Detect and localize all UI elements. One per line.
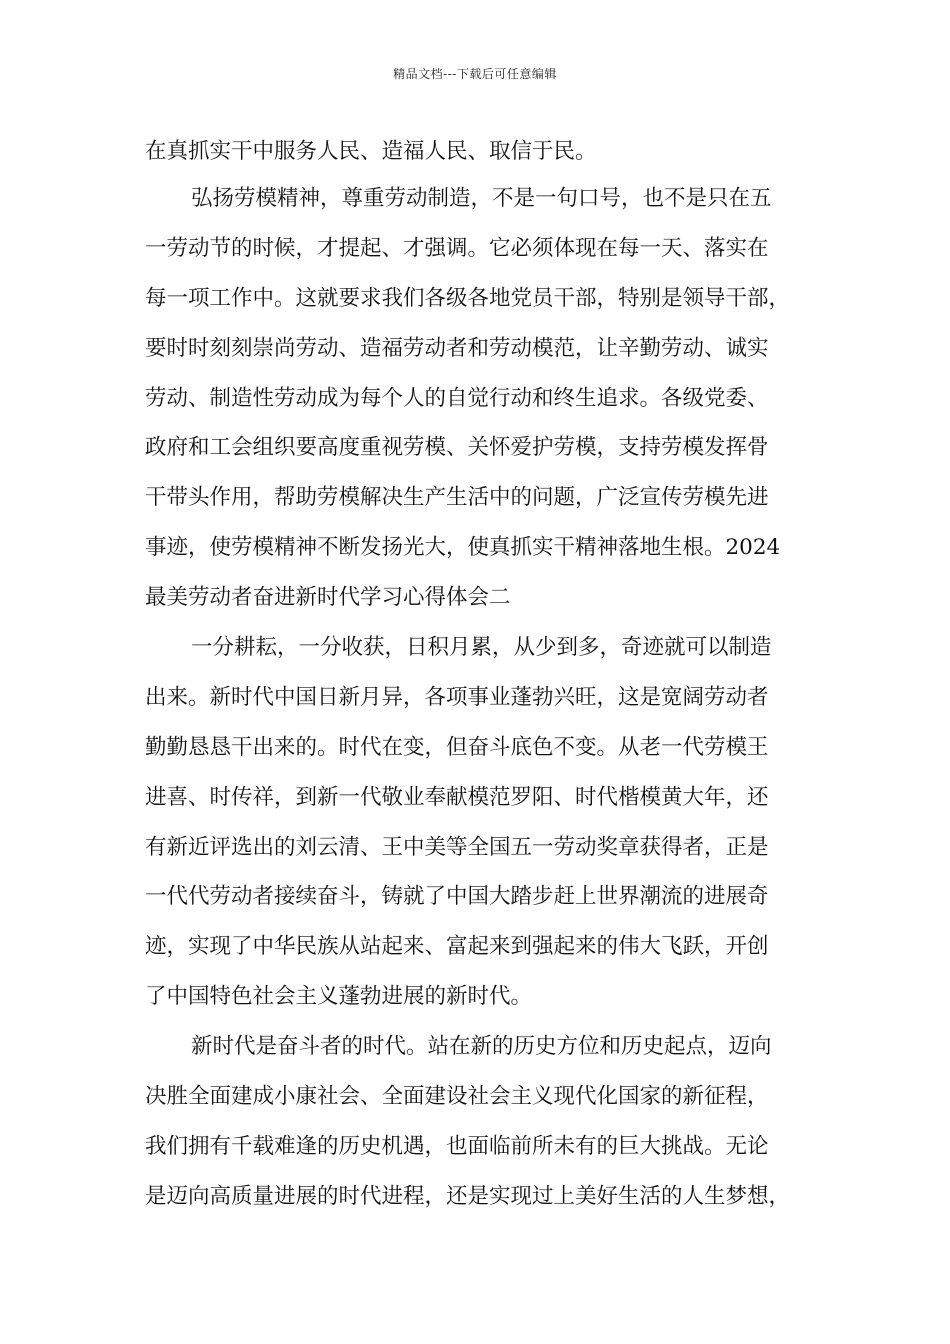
- paragraph-first-line: 一分耕耘，一分收获，日积月累，从少到多，奇迹就可以制造: [191, 635, 772, 660]
- text-line: 一代代劳动者接续奋斗，铸就了中国大踏步赶上世界潮流的进展奇: [145, 884, 769, 909]
- text-line: 进喜、时传祥，到新一代敬业奉献模范罗阳、时代楷模黄大年，还: [145, 785, 769, 810]
- text-line: 劳动、制造性劳动成为每个人的自觉行动和终生追求。各级党委、: [145, 386, 769, 411]
- text-line: 勤勤恳恳干出来的。时代在变，但奋斗底色不变。从老一代劳模王: [145, 735, 769, 760]
- text-line: 干带头作用，帮助劳模解决生产生活中的问题，广泛宣传劳模先进: [145, 485, 769, 510]
- text-line: 最美劳动者奋进新时代学习心得体会二: [145, 585, 511, 610]
- text-line: 出来。新时代中国日新月异，各项事业蓬勃兴旺，这是宽阔劳动者: [145, 685, 769, 710]
- paragraph-first-line: 新时代是奋斗者的时代。站在新的历史方位和历史起点，迈向: [191, 1034, 772, 1059]
- page-header: 精品文档---下载后可任意编辑: [393, 67, 557, 81]
- text-line: 一劳动节的时候，才提起、才强调。它必须体现在每一天、落实在: [145, 236, 769, 261]
- text-line: 决胜全面建成小康社会、全面建设社会主义现代化国家的新征程，: [145, 1084, 769, 1109]
- text-line: 我们拥有千载难逢的历史机遇，也面临前所未有的巨大挑战。无论: [145, 1134, 769, 1159]
- text-line: 是迈向高质量进展的时代进程，还是实现过上美好生活的人生梦想，: [145, 1184, 791, 1209]
- text-line: 了中国特色社会主义蓬勃进展的新时代。: [145, 984, 533, 1009]
- paragraph-first-line: 弘扬劳模精神，尊重劳动制造，不是一句口号，也不是只在五: [191, 186, 772, 211]
- text-line: 政府和工会组织要高度重视劳模、关怀爱护劳模，支持劳模发挥骨: [145, 435, 769, 460]
- text-line: 迹，实现了中华民族从站起来、富起来到强起来的伟大飞跃，开创: [145, 934, 769, 959]
- text-line: 有新近评选出的刘云清、王中美等全国五一劳动奖章获得者，正是: [145, 835, 769, 860]
- text-line: 在真抓实干中服务人民、造福人民、取信于民。: [145, 139, 597, 164]
- text-line: 事迹，使劳模精神不断发扬光大，使真抓实干精神落地生根。2024: [145, 535, 781, 560]
- text-line: 要时时刻刻崇尚劳动、造福劳动者和劳动模范，让辛勤劳动、诚实: [145, 336, 769, 361]
- text-line: 每一项工作中。这就要求我们各级各地党员干部，特别是领导干部，: [145, 286, 791, 311]
